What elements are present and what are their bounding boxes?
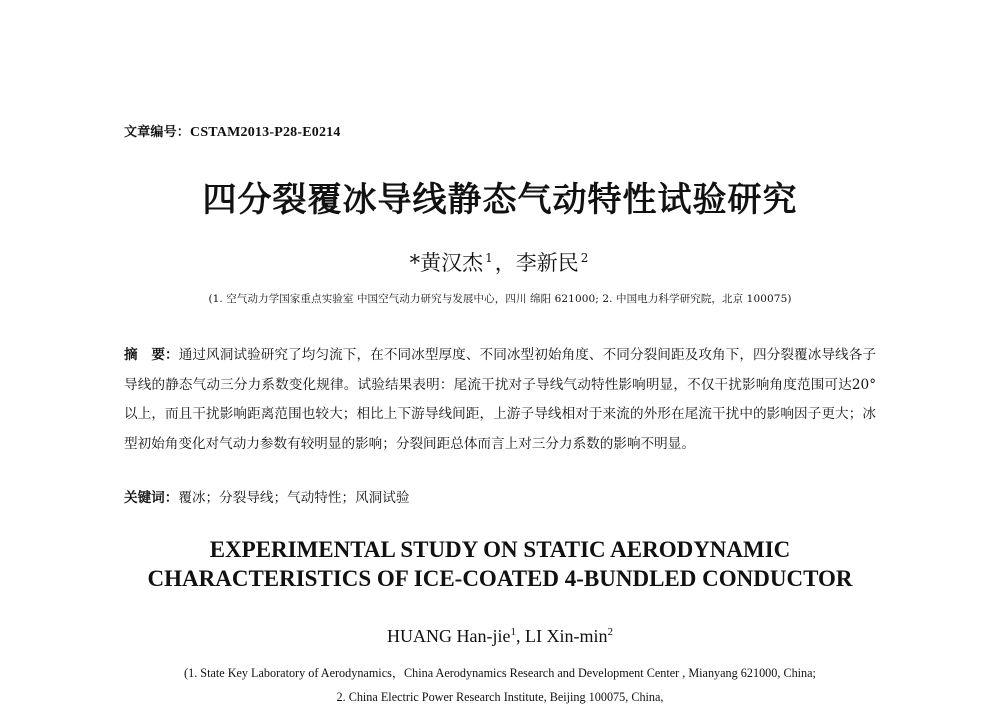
corresponding-author-marker: * xyxy=(409,251,421,275)
chinese-affiliation: (1. 空气动力学国家重点实验室 中国空气动力研究与发展中心，四川 绵阳 621000; 2. 中国电力科学研究院，北京 100075) xyxy=(208,293,792,305)
chinese-abstract xyxy=(124,341,876,459)
abstract-label: 摘 要： xyxy=(124,347,179,363)
abstract-text: 通过风洞试验研究了均匀流下，在不同冰型厚度、不同冰型初始角度、不同分裂间距及攻角下，四分裂覆冰导线各子导线的静态气动三分力系数变化规律。试验结果表明：尾流干扰对子导线气动特性影响明显，不仅干扰影响角度范围可达20°以上，而且干扰影响距离范围也较大；相比上下游导线间距，上游子导线相对于来流的外形在尾流干扰中的影响因子更大；冰型初始角变化对气动力参数有较明显的影响；分裂间距总体而言上对三分力系数的影响不明显。 xyxy=(124,347,877,452)
english-title-line-1: EXPERIMENTAL STUDY ON STATIC AERODYNAMIC xyxy=(209,537,791,562)
keywords-text: 覆冰；分裂导线；气动特性；风洞试验 xyxy=(178,490,410,506)
english-author-separator: , xyxy=(515,626,525,646)
english-author-1-affil: 1 xyxy=(510,626,516,638)
english-affiliation-line-2: 2. China Electric Power Research Institute, Beijing 100075, China, xyxy=(336,690,664,704)
keywords-label: 关键词： xyxy=(124,490,179,506)
chinese-author-2-affil: 2 xyxy=(580,251,589,265)
chinese-keywords xyxy=(124,486,409,506)
english-title xyxy=(0,535,1000,593)
english-author-2: LI Xin-min xyxy=(524,626,608,646)
article-number xyxy=(124,121,341,141)
chinese-author-separator: ， xyxy=(494,251,516,275)
chinese-author-1-affil: 1 xyxy=(485,251,493,265)
english-author-2-affil: 2 xyxy=(607,626,613,638)
article-number-label: 文章编号： xyxy=(124,125,191,140)
chinese-author-1: 黄汉杰 xyxy=(420,251,484,275)
chinese-authors xyxy=(0,247,1000,277)
english-author-1: HUANG Han-jie xyxy=(387,626,511,646)
chinese-title: 四分裂覆冰导线静态气动特性试验研究 xyxy=(202,180,798,220)
chinese-author-2: 李新民 xyxy=(515,251,579,275)
english-affiliation-line-1: (1. State Key Laboratory of Aerodynamics，China Aerodynamics Research and Development Center , Mianyang 621000, China; xyxy=(184,666,816,680)
english-title-line-2: CHARACTERISTICS OF ICE-COATED 4-BUNDLED CONDUCTOR xyxy=(147,566,853,591)
article-number-code: CSTAM2013-P28-E0214 xyxy=(190,125,341,140)
english-authors xyxy=(0,626,1000,647)
